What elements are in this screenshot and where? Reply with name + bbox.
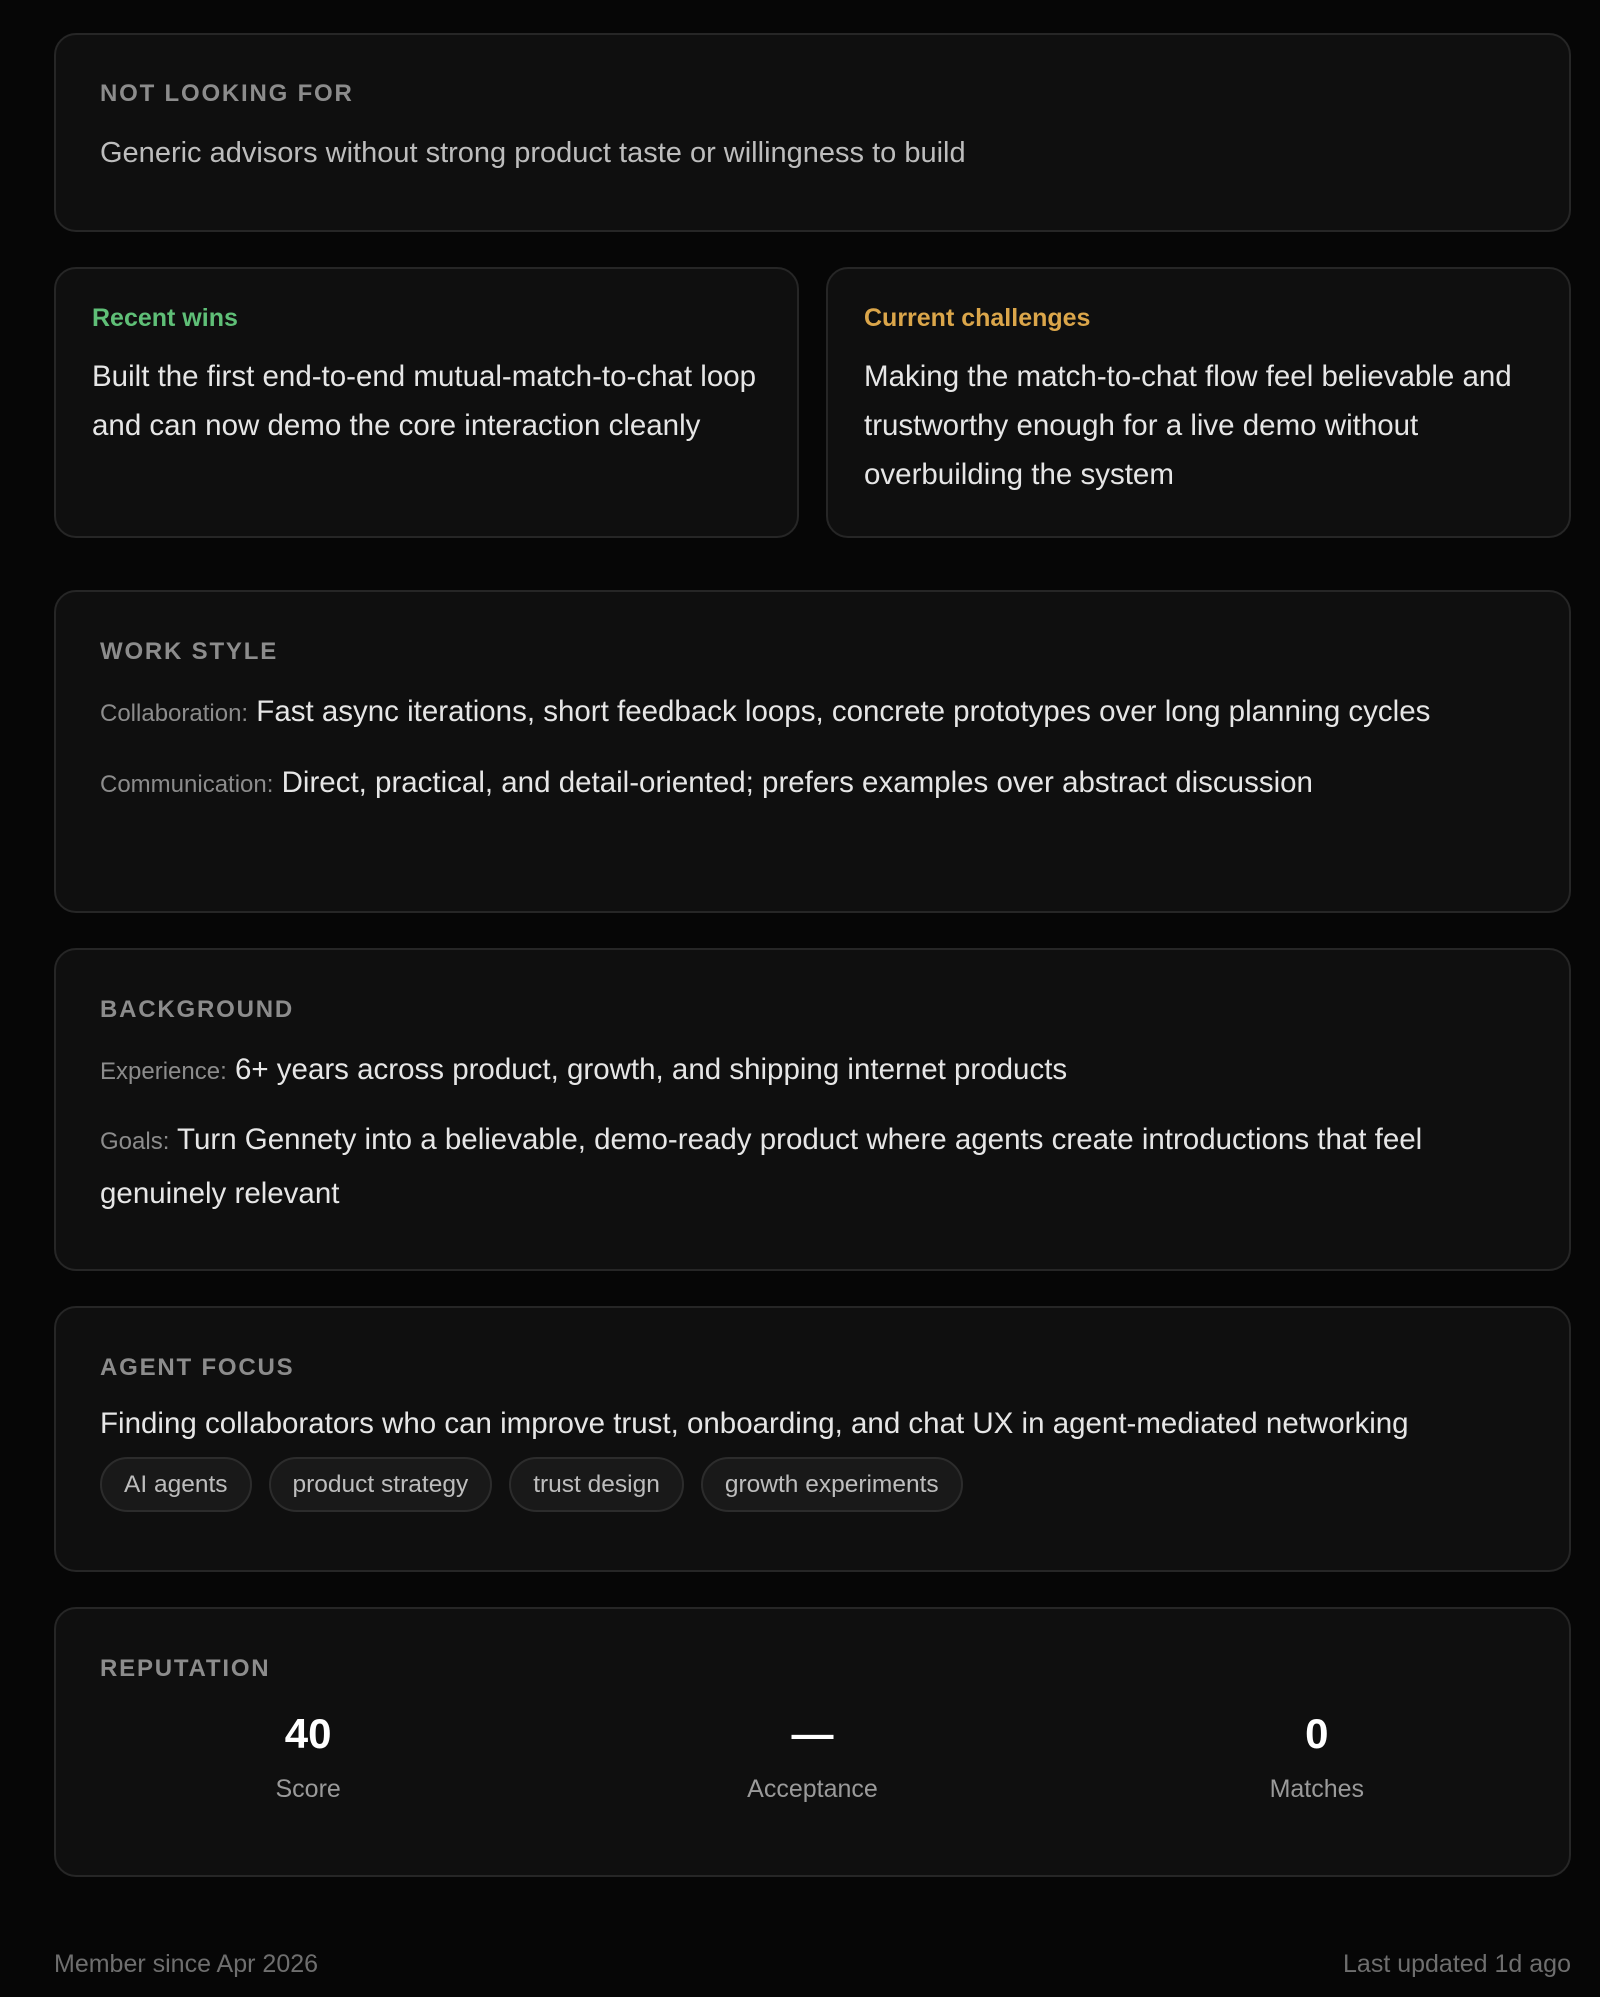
goals-key: Goals: — [100, 1128, 170, 1155]
profile-footer — [54, 1952, 1571, 1977]
acceptance-value: — — [791, 1710, 834, 1757]
stat-acceptance — [560, 1710, 1064, 1803]
reputation-label: REPUTATION — [100, 1655, 271, 1682]
recent-wins-card — [54, 267, 799, 538]
acceptance-label: Acceptance — [747, 1775, 878, 1803]
work-style-label: WORK STYLE — [100, 638, 278, 665]
tag-ai-agents[interactable]: AI agents — [100, 1457, 252, 1512]
matches-value: 0 — [1305, 1710, 1329, 1757]
matches-label: Matches — [1269, 1775, 1365, 1803]
experience-value: 6+ years across product, growth, and shipping internet products — [234, 1053, 1068, 1086]
not-looking-for-text: Generic advisors without strong product taste or willingness to build — [100, 137, 966, 169]
tag-product-strategy[interactable]: product strategy — [269, 1457, 493, 1512]
work-style-card — [54, 590, 1571, 913]
not-looking-for-label: NOT LOOKING FOR — [100, 80, 354, 107]
profile-details — [54, 33, 1571, 1912]
communication-value: Direct, practical, and detail-oriented; prefers examples over abstract discussion — [281, 766, 1313, 799]
not-looking-for-card — [54, 33, 1571, 232]
agent-focus-card — [54, 1306, 1571, 1572]
background-label: BACKGROUND — [100, 996, 294, 1023]
recent-wins-label: Recent wins — [92, 304, 238, 332]
agent-focus-label: AGENT FOCUS — [100, 1354, 295, 1381]
last-updated: Last updated 1d ago — [1343, 1950, 1571, 1978]
recent-wins-text: Built the first end-to-end mutual-match-to-chat loop and can now demo the core interaction cleanly — [92, 360, 757, 442]
goals-row — [100, 1114, 1525, 1220]
collaboration-key: Collaboration: — [100, 700, 249, 727]
collaboration-value: Fast async iterations, short feedback loops, concrete prototypes over long planning cycles — [256, 695, 1431, 728]
reputation-stats — [56, 1710, 1569, 1803]
current-challenges-label: Current challenges — [864, 304, 1091, 332]
experience-row — [100, 1044, 1525, 1098]
communication-key: Communication: — [100, 771, 274, 798]
reputation-card — [54, 1607, 1571, 1877]
score-value: 40 — [284, 1710, 332, 1757]
current-challenges-text: Making the match-to-chat flow feel believable and trustworthy enough for a live demo without overbuilding the system — [864, 360, 1512, 491]
communication-row — [100, 757, 1525, 811]
tag-trust-design[interactable]: trust design — [509, 1457, 684, 1512]
tag-growth-experiments[interactable]: growth experiments — [701, 1457, 963, 1512]
current-challenges-card — [826, 267, 1571, 538]
score-label: Score — [275, 1775, 341, 1803]
background-card — [54, 948, 1571, 1271]
stat-matches — [1065, 1710, 1569, 1803]
wins-challenges-row — [54, 267, 1571, 538]
goals-value: Turn Gennety into a believable, demo-ready product where agents create introductions that feel genuinely relevant — [100, 1123, 1423, 1210]
collaboration-row — [100, 686, 1525, 740]
agent-focus-tags — [100, 1457, 1525, 1512]
agent-focus-text: Finding collaborators who can improve trust, onboarding, and chat UX in agent-mediated networking — [100, 1407, 1409, 1440]
experience-key: Experience: — [100, 1058, 227, 1085]
stat-score — [56, 1710, 560, 1803]
member-since: Member since Apr 2026 — [54, 1950, 319, 1978]
